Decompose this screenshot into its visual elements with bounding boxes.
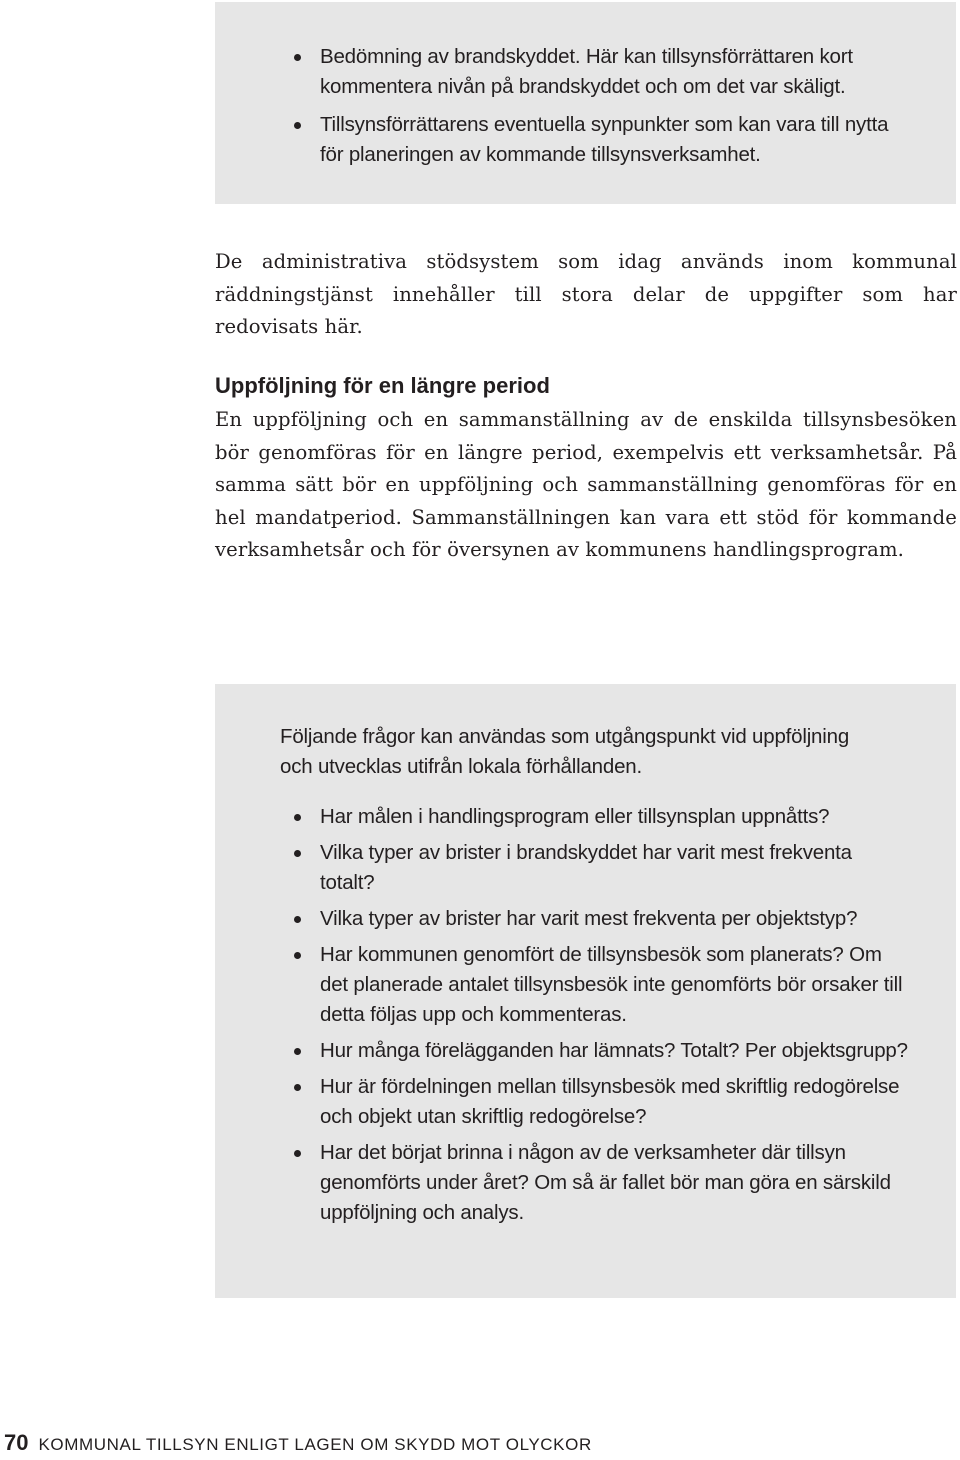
running-title: KOMMUNAL TILLSYN ENLIGT LAGEN OM SKYDD MOT OLYCKOR — [38, 1435, 592, 1454]
list-item: Tillsynsförrättarens eventuella synpunkter som kan vara till nytta för planeringen av kommande tillsynsverksamhet. — [215, 110, 910, 170]
section-heading: Uppföljning för en längre period — [215, 373, 550, 398]
page-footer — [4, 1428, 592, 1460]
list-item: Har det börjat brinna i någon av de verksamheter där tillsyn genomförts under året? Om så är fallet bör man göra en särskild uppföljning och analys. — [215, 1138, 910, 1228]
page-number: 70 — [4, 1430, 29, 1455]
list-item: Vilka typer av brister har varit mest frekventa per objektstyp? — [215, 904, 910, 934]
list-item: Hur är fördelningen mellan tillsynsbesök med skriftlig redogörelse och objekt utan skriftlig redogörelse? — [215, 1072, 910, 1132]
body-paragraph: De administrativa stödsystem som idag används inom kommunal räddningstjänst innehåller till stora delar de uppgifter som har redovisats här. — [215, 250, 957, 338]
list-item: Bedömning av brandskyddet. Här kan tillsynsförrättaren kort kommentera nivån på brandskyddet och om det var skäligt. — [215, 42, 910, 102]
question-box-intro: Följande frågor kan användas som utgångspunkt vid uppföljning och utvecklas utifrån lokala förhållanden. — [280, 725, 850, 778]
bullet-list-top — [215, 42, 910, 178]
question-list — [215, 802, 910, 1234]
list-item: Hur många förelägganden har lämnats? Totalt? Per objektsgrupp? — [215, 1036, 910, 1066]
list-item: Vilka typer av brister i brandskyddet har varit mest frekventa totalt? — [215, 838, 910, 898]
body-paragraph: En uppföljning och en sammanställning av de enskilda tillsynsbesöken bör genomföras för en längre period, exempelvis ett verksamhetsår. På samma sätt bör en uppföljning och sammanställning genomföras för en hel mandatperiod. Sammanställningen kan vara ett stöd för kommande verksamhetsår och för översynen av kommunens handlingsprogram. — [215, 408, 957, 561]
list-item: Har kommunen genomfört de tillsynsbesök som planerats? Om det planerade antalet tillsynsbesök inte genomförts bör orsaker till detta följas upp och kommenteras. — [215, 940, 910, 1030]
info-box-top — [215, 2, 956, 204]
question-box — [215, 684, 956, 1298]
list-item: Har målen i handlingsprogram eller tillsynsplan uppnåtts? — [215, 802, 910, 832]
